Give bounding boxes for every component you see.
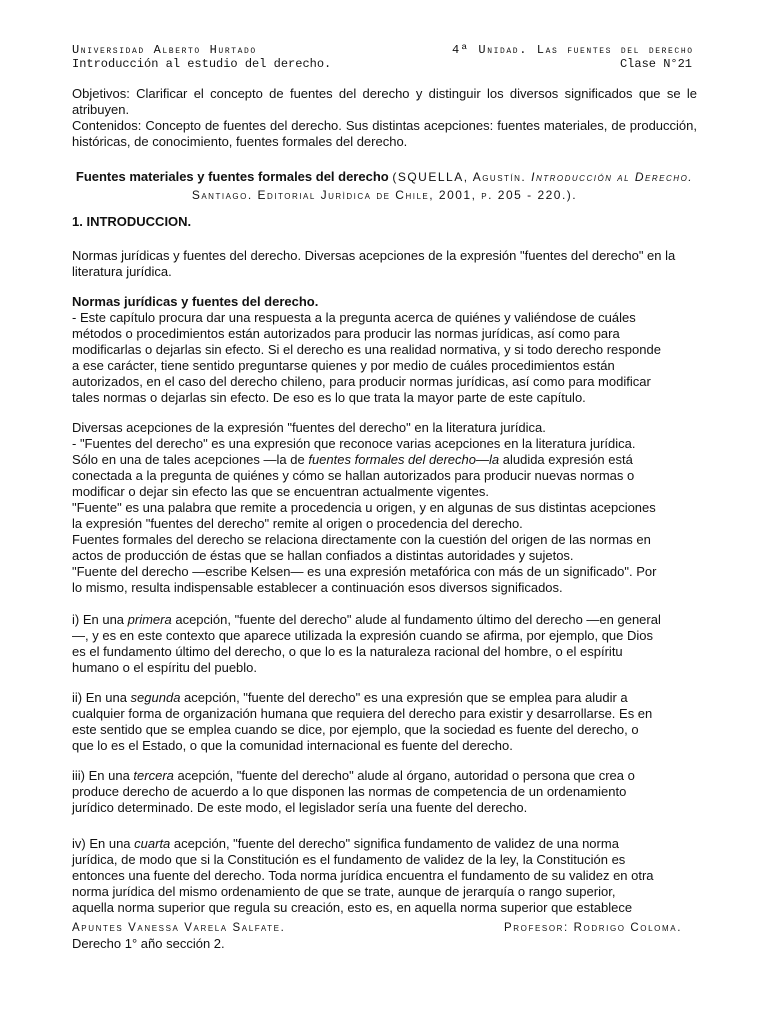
item-text: acepción, "fuente del derecho" alude al fundamento último del derecho —en general —, y es en este contexto que aparece utilizada la expresión cuando se afirma, por ejemplo, que Dios es el fundamento último del derecho, o que lo es la naturaleza racional del hombre, o el espíritu humano o el espíritu del pueblo. <box>72 612 661 675</box>
acepcion-item-1 <box>72 612 697 676</box>
acepcion-item-4 <box>72 836 697 916</box>
item-lead: i) En una <box>72 612 128 627</box>
subsection-heading: Normas jurídicas y fuentes del derecho. <box>72 294 319 309</box>
contents-text: Contenidos: Concepto de fuentes del derecho. Sus distintas acepciones: fuentes materiales, de producción, históricas, de conocimiento, fuentes formales del derecho. <box>72 118 697 149</box>
item-ordinal: tercera <box>133 768 174 783</box>
item-lead: ii) En una <box>72 690 131 705</box>
acepciones-line1: Diversas acepciones de la expresión "fuentes del derecho" en la literatura jurídica. <box>72 420 546 435</box>
acepciones-line3b: aludida expresión está <box>499 452 633 467</box>
item-ordinal: segunda <box>130 690 181 705</box>
title-main: Fuentes materiales y fuentes formales del derecho <box>75 169 389 184</box>
reading-title <box>72 168 697 204</box>
header-class-number: Clase N°21 <box>619 57 692 71</box>
intro-text: Normas jurídicas y fuentes del derecho. Diversas acepciones de la expresión "fuentes del derecho" en la literatura jurídica. <box>72 248 676 279</box>
title-citation-a: (SQUELLA, Agustín. <box>392 170 532 184</box>
header-course: Introducción al estudio del derecho. <box>72 57 332 71</box>
item-text: acepción, "fuente del derecho" significa fundamento de validez de una norma jurídica, de modo que si la Constitución es el fundamento de validez de la ley, la Constitución es entonces una fuente del derecho. Toda norma jurídica encuentra el fundamento de su validez en otra norma jurídica del mismo ordenamiento de que se trate, aunque de jerarquía o rango superior, aquella norma superior que regula su creación, esto es, en aquella norma superior que establece <box>72 836 654 915</box>
subsection-paragraph <box>72 310 697 406</box>
objectives-block <box>72 86 697 150</box>
item-lead: iii) En una <box>72 768 134 783</box>
intro-paragraph <box>72 248 697 280</box>
acepciones-line3a: Sólo en una de tales acepciones —la de <box>72 452 309 467</box>
section-heading-introduccion: 1. INTRODUCCION. <box>72 214 192 229</box>
objectives-text: Objetivos: Clarificar el concepto de fuentes del derecho y distinguir los diversos significados que se le atribuyen. <box>72 86 697 117</box>
acepciones-line3-em: fuentes formales del derecho—la <box>308 452 500 467</box>
subsection-text: - Este capítulo procura dar una respuesta a la pregunta acerca de quiénes y valiéndose de cuáles métodos o procedimientos están autorizados para producir las normas jurídicas, así como para modificarlas o dejarlas sin efecto. Si el derecho es una realidad normativa, y si todo derecho responde a ese carácter, tiene sentido preguntarse quienes y por medio de cuáles procedimientos están autorizados, en el caso del derecho chileno, para producir normas jurídicas, así como para modificar tales normas o dejarlas sin efecto. De eso es lo que trata la mayor parte de este capítulo. <box>72 310 661 405</box>
title-citation-book: Introducción al Derecho. <box>531 170 694 184</box>
item-text: acepción, "fuente del derecho" es una expresión que se emplea para aludir a cualquier forma de organización humana que requiera del derecho para existir y desarrollarse. Es en este sentido que se emplea cuando se dice, por ejemplo, que la sociedad es fuente del derecho, o que lo es el Estado, o que la comunidad internacional es fuente del derecho. <box>72 690 653 753</box>
title-citation-b: Santiago. Editorial Jurìdica de Chile, 2001, p. 205 - 220.). <box>191 188 578 202</box>
footer-section: Derecho 1° año sección 2. <box>72 936 225 951</box>
footer-professor: Profesor: Rodrigo Coloma. <box>504 922 682 934</box>
item-ordinal: primera <box>127 612 172 627</box>
acepciones-line3 <box>72 452 697 468</box>
acepcion-item-3 <box>72 768 697 816</box>
item-lead: iv) En una <box>72 836 135 851</box>
acepciones-paragraph <box>72 420 697 596</box>
header-unit: 4ª Unidad. Las fuentes del derecho <box>452 43 694 57</box>
acepciones-line2: - "Fuentes del derecho" es una expresión que reconoce varias acepciones en la literatura jurídica. <box>72 436 636 451</box>
acepcion-item-2 <box>72 690 697 754</box>
item-text: acepción, "fuente del derecho" alude al órgano, autoridad o persona que crea o produce derecho de acuerdo a lo que disponen las normas de competencia de un ordenamiento jurídico determinado. De este modo, el legislador sería una fuente del derecho. <box>72 768 635 815</box>
footer-author: Apuntes Vanessa Varela Salfate. <box>72 922 286 934</box>
acepciones-rest: conectada a la pregunta de quiénes y cómo se hallan autorizados para producir nuevas normas o modificar o dejar sin efecto las que se encuentran actualmente vigentes. "Fuente" es una palabra que remite a procedencia u origen, y en algunas de sus distintas acepciones la expresión "fuentes del derecho" remite al origen o procedencia del derecho. Fuentes formales del derecho se relaciona directamente con la cuestión del origen de las normas en actos de producción de éstas que se hallan confiados a distintas autoridades y sujetos. "Fuente del derecho —escribe Kelsen— es una expresión metafórica con más de un significado". Por lo mismo, resulta indispensable establecer a continuación esos diversos significados. <box>72 468 657 595</box>
item-ordinal: cuarta <box>134 836 171 851</box>
header-university: Universidad Alberto Hurtado <box>72 43 257 57</box>
